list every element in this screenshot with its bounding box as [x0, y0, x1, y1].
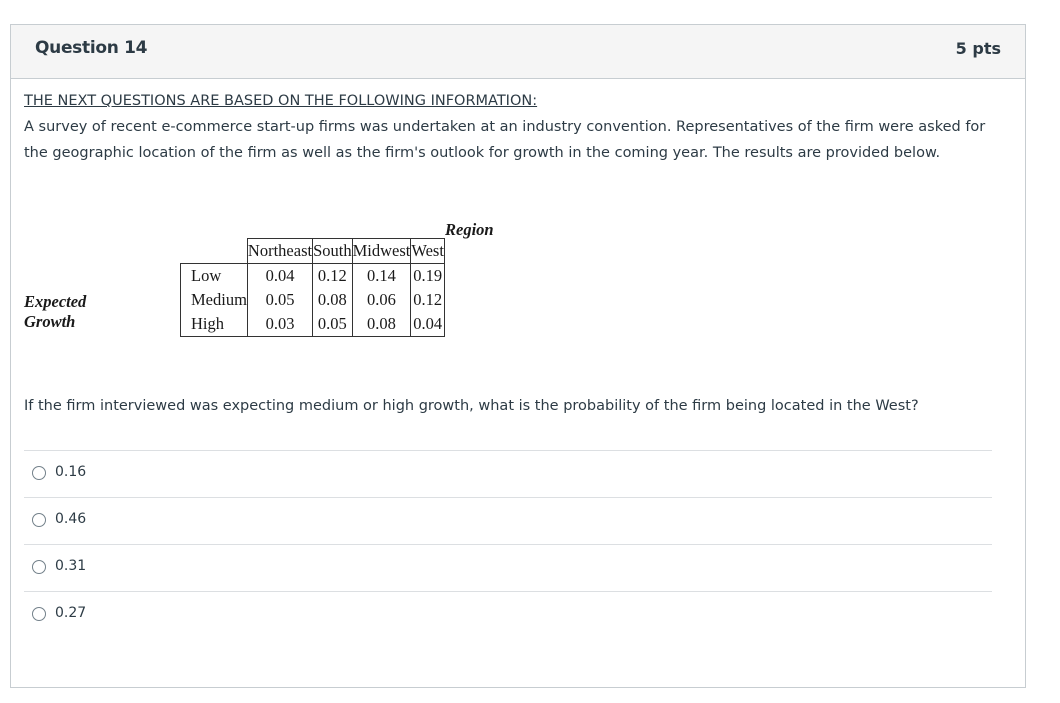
table-cell: 0.06 — [352, 288, 411, 312]
row-label: Medium — [181, 288, 248, 312]
table-cell: 0.08 — [313, 288, 353, 312]
radio-button[interactable] — [32, 513, 46, 527]
row-label: Low — [181, 264, 248, 289]
answer-list — [24, 450, 992, 638]
question-points: 5 pts — [955, 39, 1001, 58]
table-cell: 0.05 — [247, 288, 312, 312]
question-intro — [24, 88, 992, 166]
column-header: Midwest — [352, 239, 411, 264]
column-header: Northeast — [247, 239, 312, 264]
answer-option[interactable] — [24, 497, 992, 544]
answer-label[interactable]: 0.46 — [55, 511, 87, 527]
answer-option[interactable] — [24, 591, 992, 638]
radio-button[interactable] — [32, 560, 46, 574]
table-cell: 0.14 — [352, 264, 411, 289]
table-cell: 0.12 — [411, 288, 445, 312]
column-header: West — [411, 239, 445, 264]
table-cell: 0.04 — [411, 312, 445, 337]
radio-button[interactable] — [32, 466, 46, 480]
table-cell: 0.04 — [247, 264, 312, 289]
joint-probability-table — [180, 238, 445, 337]
column-header: South — [313, 239, 353, 264]
table-cell: 0.03 — [247, 312, 312, 337]
table-cell: 0.05 — [313, 312, 353, 337]
question-header — [11, 25, 1025, 79]
answer-option[interactable] — [24, 450, 992, 497]
answer-label[interactable]: 0.31 — [55, 558, 87, 574]
question-prompt: If the firm interviewed was expecting medium or high growth, what is the probability of the firm being located in the West? — [24, 398, 919, 414]
table-cell: 0.08 — [352, 312, 411, 337]
expected-growth-label: Expected Growth — [24, 292, 87, 331]
table-row — [181, 288, 445, 312]
table-row — [181, 312, 445, 337]
table-header-row — [181, 239, 445, 264]
intro-text: A survey of recent e-commerce start-up firms was undertaken at an industry convention. Representatives of the firm were asked for the geographic location of the firm as well as the firm's outlook for growth in the coming year. The results are provided below. — [24, 119, 986, 161]
intro-heading: THE NEXT QUESTIONS ARE BASED ON THE FOLLOWING INFORMATION: — [24, 93, 538, 109]
radio-button[interactable] — [32, 607, 46, 621]
answer-label[interactable]: 0.16 — [55, 464, 87, 480]
answer-option[interactable] — [24, 544, 992, 591]
table-corner — [181, 239, 248, 264]
answer-label[interactable]: 0.27 — [55, 605, 87, 621]
table-row — [181, 264, 445, 289]
region-label: Region — [445, 220, 494, 239]
question-title: Question 14 — [35, 38, 148, 58]
row-label: High — [181, 312, 248, 337]
table-cell: 0.12 — [313, 264, 353, 289]
table-cell: 0.19 — [411, 264, 445, 289]
